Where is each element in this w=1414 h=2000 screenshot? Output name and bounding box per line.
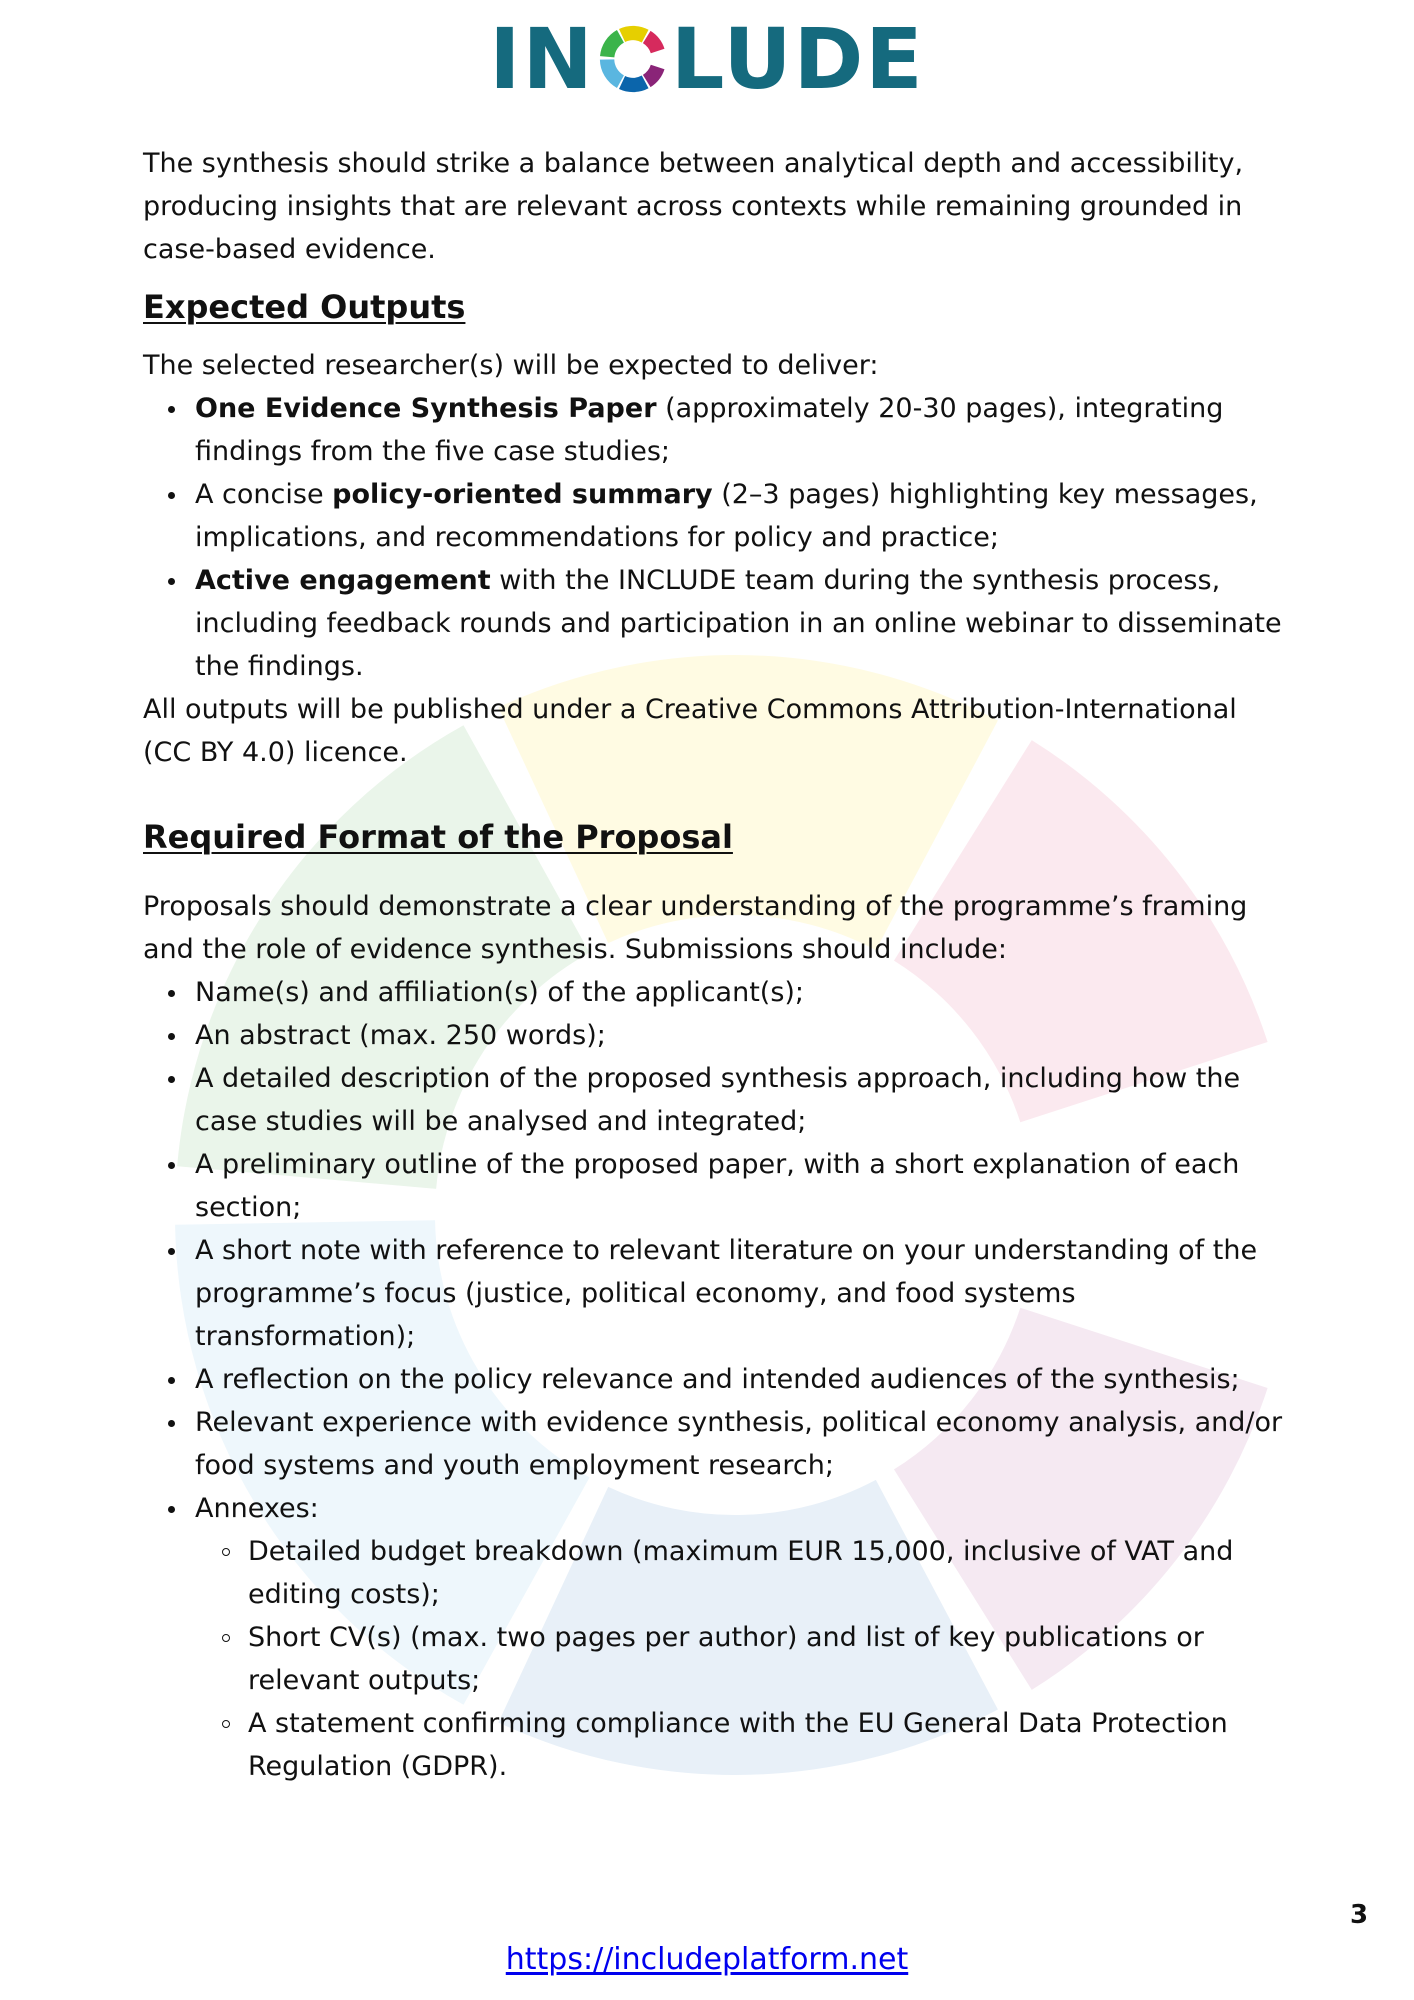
footer: [0, 1942, 1414, 1977]
list-item: A preliminary outline of the proposed paper, with a short explanation of each section;: [195, 1143, 1293, 1229]
list-item: [195, 387, 1293, 473]
ring-segment-blue: [619, 76, 649, 93]
list-item-annexes: [195, 1487, 1293, 1788]
ring-segment-yellow: [619, 26, 649, 43]
intro-paragraph: The synthesis should strike a balance between analytical depth and accessibility, producing insights that are relevant across contexts while remaining grounded in case-based evidence.: [143, 148, 1244, 265]
expected-outputs-heading: Expected Outputs: [143, 288, 466, 326]
logo-text-in: IN: [489, 10, 595, 108]
required-format-lead: Proposals should demonstrate a clear understanding of the programme’s framing and the role of evidence synthesis. Submissions should include:: [143, 891, 1248, 965]
list-item: Relevant experience with evidence synthesis, political economy analysis, and/or food systems and youth employment research;: [195, 1401, 1293, 1487]
list-item: An abstract (max. 250 words);: [195, 1014, 1293, 1057]
item-bold-text: One Evidence Synthesis Paper: [195, 393, 657, 424]
annexes-label: Annexes:: [195, 1493, 319, 1524]
list-item: Name(s) and affiliation(s) of the applicant(s);: [195, 971, 1293, 1014]
list-item: A short note with reference to relevant literature on your understanding of the programme’s focus (justice, political economy, and food systems transformation);: [195, 1229, 1293, 1358]
logo-text-lude: LUDE: [670, 10, 925, 108]
ring-segment-pink: [643, 31, 665, 53]
ring-segment-green: [600, 30, 624, 57]
licence-note: All outputs will be published under a Creative Commons Attribution-International (CC BY 4.0) licence.: [143, 694, 1237, 768]
required-format-heading: Required Format of the Proposal: [143, 818, 733, 856]
website-link[interactable]: https://includeplatform.net: [505, 1942, 909, 1977]
logo-wordmark: [489, 10, 925, 108]
item-bold-text: policy-oriented summary: [332, 479, 713, 510]
sub-list-item: Detailed budget breakdown (maximum EUR 15,000, inclusive of VAT and editing costs);: [248, 1530, 1293, 1616]
ring-segment-lightblue: [600, 59, 624, 88]
ring-segment-purple: [643, 65, 665, 87]
list-item: A detailed description of the proposed synthesis approach, including how the case studies will be analysed and integrated;: [195, 1057, 1293, 1143]
list-item: [195, 473, 1293, 559]
item-bold-text: Active engagement: [195, 565, 491, 596]
expected-outputs-lead: The selected researcher(s) will be expected to deliver:: [143, 350, 879, 381]
expected-outputs-list: [143, 387, 1293, 688]
include-logo: [0, 10, 1414, 108]
page-number: 3: [1350, 1900, 1369, 1930]
document-body: [143, 142, 1293, 1788]
item-text: (2–3 pages) highlighting key messages, implications, and recommendations for policy and practice;: [195, 479, 1258, 553]
item-text: A concise: [195, 479, 333, 510]
logo-c-ring-icon: [597, 19, 669, 99]
sub-list-item: Short CV(s) (max. two pages per author) and list of key publications or relevant outputs;: [248, 1616, 1293, 1702]
sub-list-item: A statement confirming compliance with the EU General Data Protection Regulation (GDPR).: [248, 1702, 1293, 1788]
item-text: with the INCLUDE team during the synthesis process, including feedback rounds and participation in an online webinar to disseminate the findings.: [195, 565, 1282, 682]
list-item: A reflection on the policy relevance and intended audiences of the synthesis;: [195, 1358, 1293, 1401]
list-item: [195, 559, 1293, 688]
item-text: (approximately 20-30 pages), integrating findings from the five case studies;: [195, 393, 1224, 467]
annexes-list: [195, 1530, 1293, 1788]
required-format-list: [143, 971, 1293, 1788]
